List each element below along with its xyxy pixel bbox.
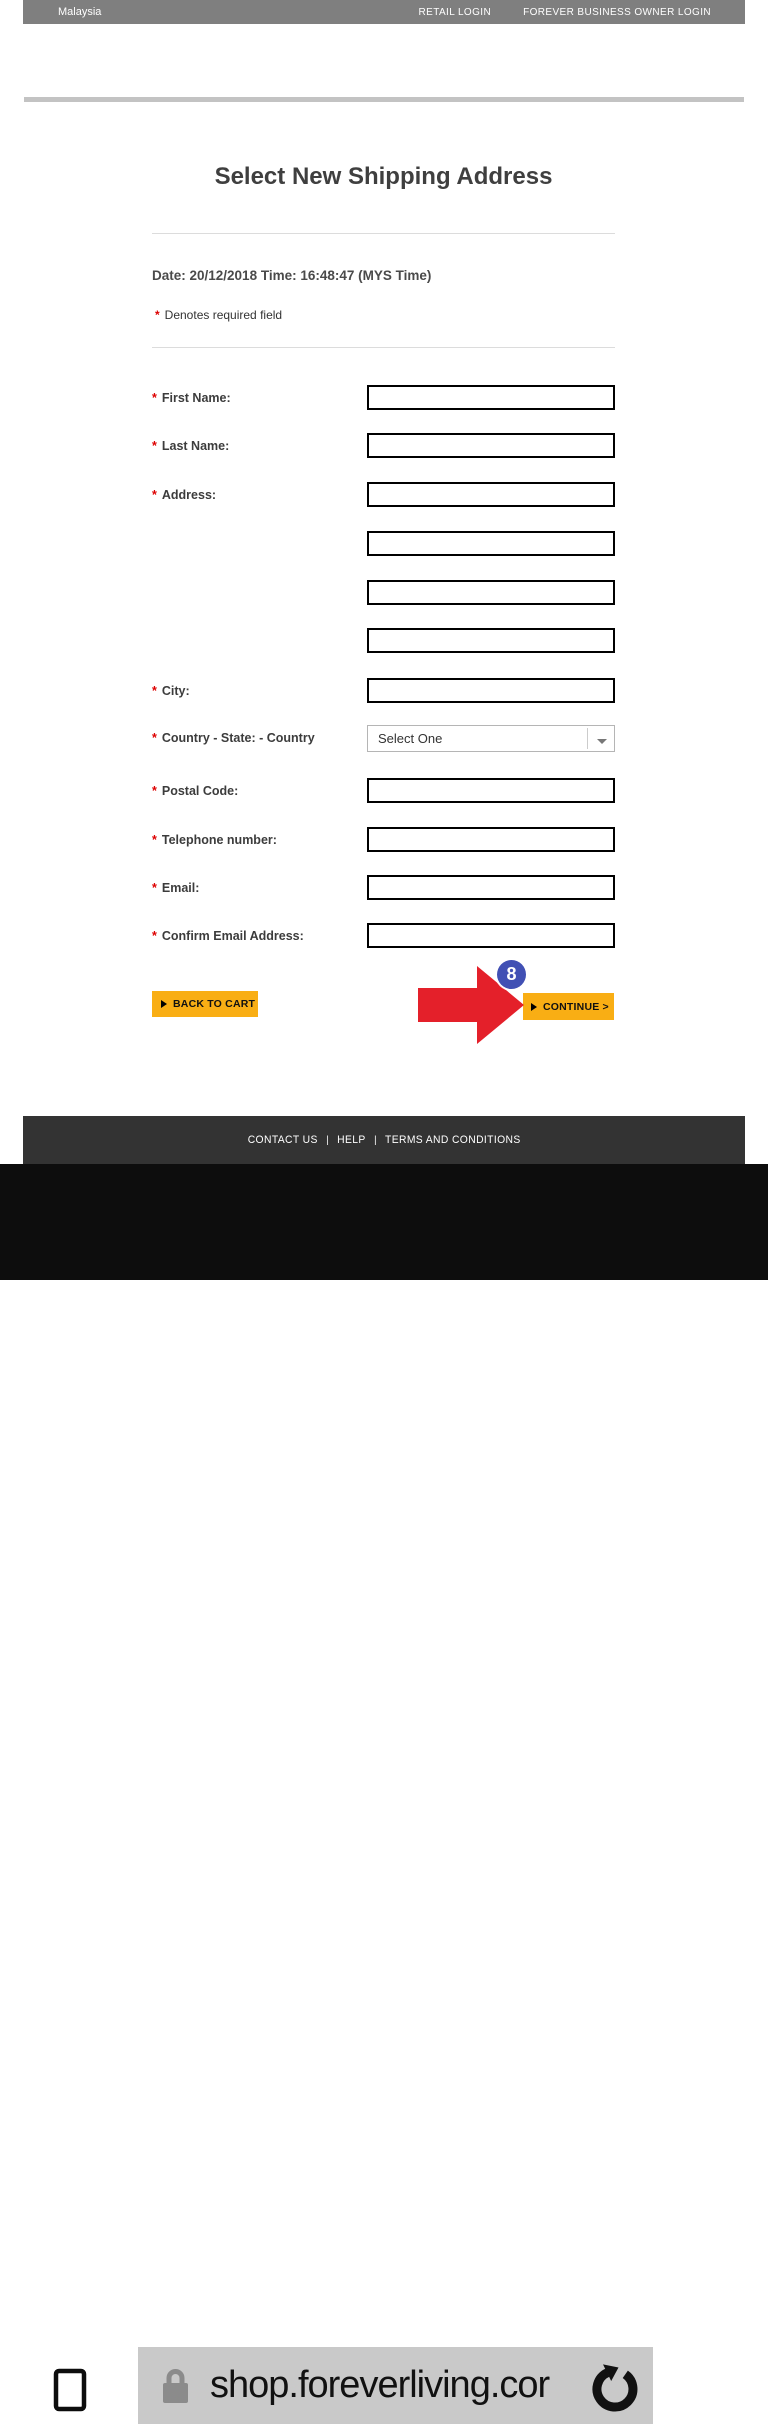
date-time-line: Date: 20/12/2018 Time: 16:48:47 (MYS Time) [152,268,432,283]
top-bar-links [419,7,712,18]
form-row-address-2 [152,531,615,558]
required-asterisk: * [152,881,157,895]
region-label: Malaysia [58,6,102,18]
telephone-input[interactable] [367,827,615,852]
address-line-1-input[interactable] [367,482,615,507]
country-state-label: * Country - State: - Country [152,731,315,745]
form-row-email [152,875,615,902]
required-asterisk: * [152,833,157,847]
address-label: * Address: [152,488,217,502]
fbo-login-link[interactable]: FOREVER BUSINESS OWNER LOGIN [523,6,711,18]
postal-code-label: * Postal Code: [152,784,239,798]
browser-bottom-bar [0,1164,768,2406]
terms-conditions-link[interactable]: TERMS AND CONDITIONS [384,1134,521,1146]
form-row-last-name [152,433,615,460]
country-state-select[interactable] [367,725,615,752]
first-name-label: * First Name: [152,391,231,405]
header-divider [24,97,744,102]
page-title: Select New Shipping Address [214,163,553,190]
city-input[interactable] [367,678,615,703]
retail-login-link[interactable]: RETAIL LOGIN [418,6,492,18]
select-current-value: Select One [378,731,443,746]
form-row-first-name [152,385,615,412]
form-row-city [152,678,615,705]
telephone-label: * Telephone number: [152,833,277,847]
form-row-telephone [152,827,615,854]
continue-button[interactable]: CONTINUE > [523,993,614,1020]
required-asterisk: * [152,731,157,745]
address-line-2-input[interactable] [367,531,615,556]
form-row-address-4 [152,628,615,655]
refresh-icon[interactable] [587,2358,643,2414]
form-row-postal-code [152,778,615,805]
last-name-input[interactable] [367,433,615,458]
last-name-label: * Last Name: [152,439,230,453]
chevron-down-icon [597,739,607,744]
address-bar[interactable] [138,2347,653,2424]
required-note-text: Denotes required field [164,308,283,322]
required-asterisk: * [152,439,157,453]
form-row-address-3 [152,580,615,607]
site-footer [23,1116,745,1164]
site-top-bar [23,0,745,24]
menu-dot [687,2347,698,2358]
postal-code-input[interactable] [367,778,615,803]
url-text: shop.foreverliving.cor [210,2364,550,2406]
form-row-country-state [152,725,615,752]
required-asterisk: * [152,391,157,405]
address-line-3-input[interactable] [367,580,615,605]
menu-dot [705,2347,716,2358]
contact-us-link[interactable]: CONTACT US [247,1134,318,1146]
menu-dots-icon[interactable] [687,2347,734,2358]
first-name-input[interactable] [367,385,615,410]
triangle-bullet-icon [161,1000,167,1008]
help-link[interactable]: HELP [336,1134,366,1146]
required-asterisk: * [155,308,160,322]
email-input[interactable] [367,875,615,900]
footer-separator: | [326,1134,329,1146]
confirm-email-input[interactable] [367,923,615,948]
email-label: * Email: [152,881,200,895]
back-to-cart-button[interactable]: BACK TO CART [152,991,258,1017]
required-asterisk: * [152,784,157,798]
footer-separator: | [373,1134,377,1146]
city-label: * City: [152,684,190,698]
divider [152,233,615,234]
confirm-email-label: * Confirm Email Address: [152,929,304,943]
form-row-address [152,482,615,509]
footer-links [248,1134,521,1146]
required-field-note [155,308,282,322]
required-asterisk: * [152,929,157,943]
menu-dot [723,2347,734,2358]
required-asterisk: * [152,684,157,698]
triangle-bullet-icon [531,1003,537,1011]
form-row-confirm-email [152,923,615,950]
lock-icon [160,2367,190,2405]
required-asterisk: * [152,488,157,502]
step-number-badge: 8 [497,960,526,989]
divider [152,347,615,348]
tabs-icon[interactable] [33,2353,97,2417]
select-arrow-zone [587,728,614,749]
address-line-4-input[interactable] [367,628,615,653]
